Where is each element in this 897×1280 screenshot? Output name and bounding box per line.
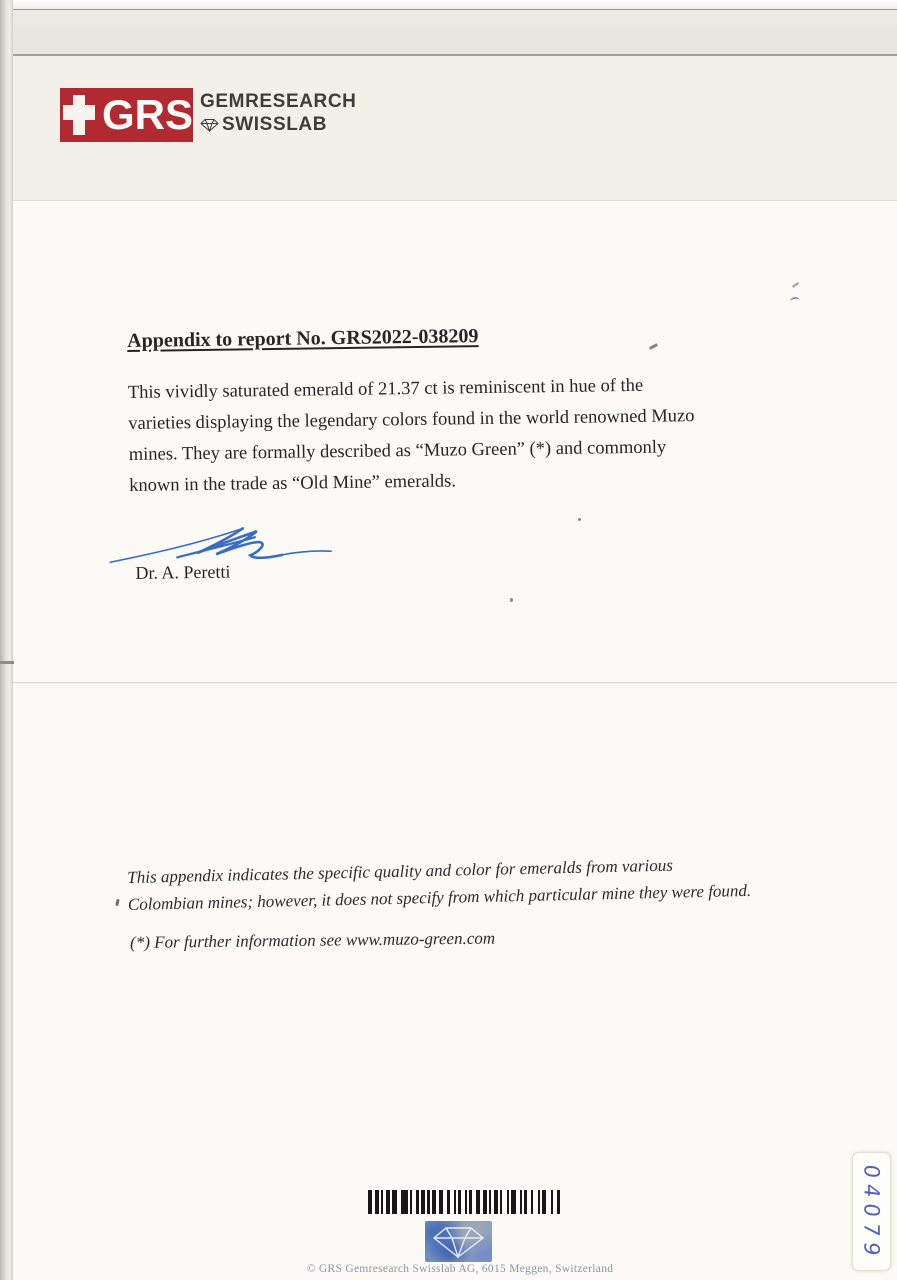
disclaimer-line: Colombian mines; however, it does not specify from which particular mine they were found. — [127, 880, 752, 914]
body-line: varieties displaying the legendary colors found in the world renowned Muzo — [128, 406, 695, 434]
scan-speck — [578, 518, 581, 521]
company-line2: SWISSLAB — [222, 114, 328, 135]
footnote-text: (*) For further information see www.muzo-green.com — [130, 928, 496, 952]
copyright-line: © GRS Gemresearch Swisslab AG, 6015 Meggen, Switzerland — [306, 1263, 614, 1275]
body-line: mines. They are formally described as “Muzo Green” (*) and commonly — [128, 437, 667, 465]
hologram-sticker — [425, 1221, 492, 1262]
scan-edge-mark — [0, 661, 14, 664]
grs-logo-acronym: GRS — [102, 91, 194, 138]
disclaimer-line: This appendix indicates the specific quality and color for emeralds from various — [127, 855, 674, 887]
body-line: This vividly saturated emerald of 21.37 ct is reminiscent in hue of the — [127, 375, 644, 403]
scan-speck — [115, 899, 119, 906]
paper-crease — [13, 682, 897, 683]
report-body — [128, 368, 840, 502]
inventory-number: 04079 — [859, 1163, 884, 1263]
scan-edge-band — [0, 10, 897, 56]
body-line: known in the trade as “Old Mine” emeralds. — [129, 471, 457, 496]
barcode — [368, 1190, 560, 1214]
company-line1: GEMRESEARCH — [200, 91, 357, 112]
scan-edge-top — [0, 0, 897, 10]
scan-edge-left — [0, 0, 13, 1280]
inventory-sticker — [852, 1152, 891, 1271]
scan-speck — [510, 598, 513, 602]
hologram-diamond-icon — [429, 1223, 488, 1260]
signatory-name: Dr. A. Peretti — [135, 561, 231, 583]
report-title: Appendix to report No. GRS2022-038209 — [127, 325, 479, 353]
disclaimer-text — [127, 848, 848, 918]
